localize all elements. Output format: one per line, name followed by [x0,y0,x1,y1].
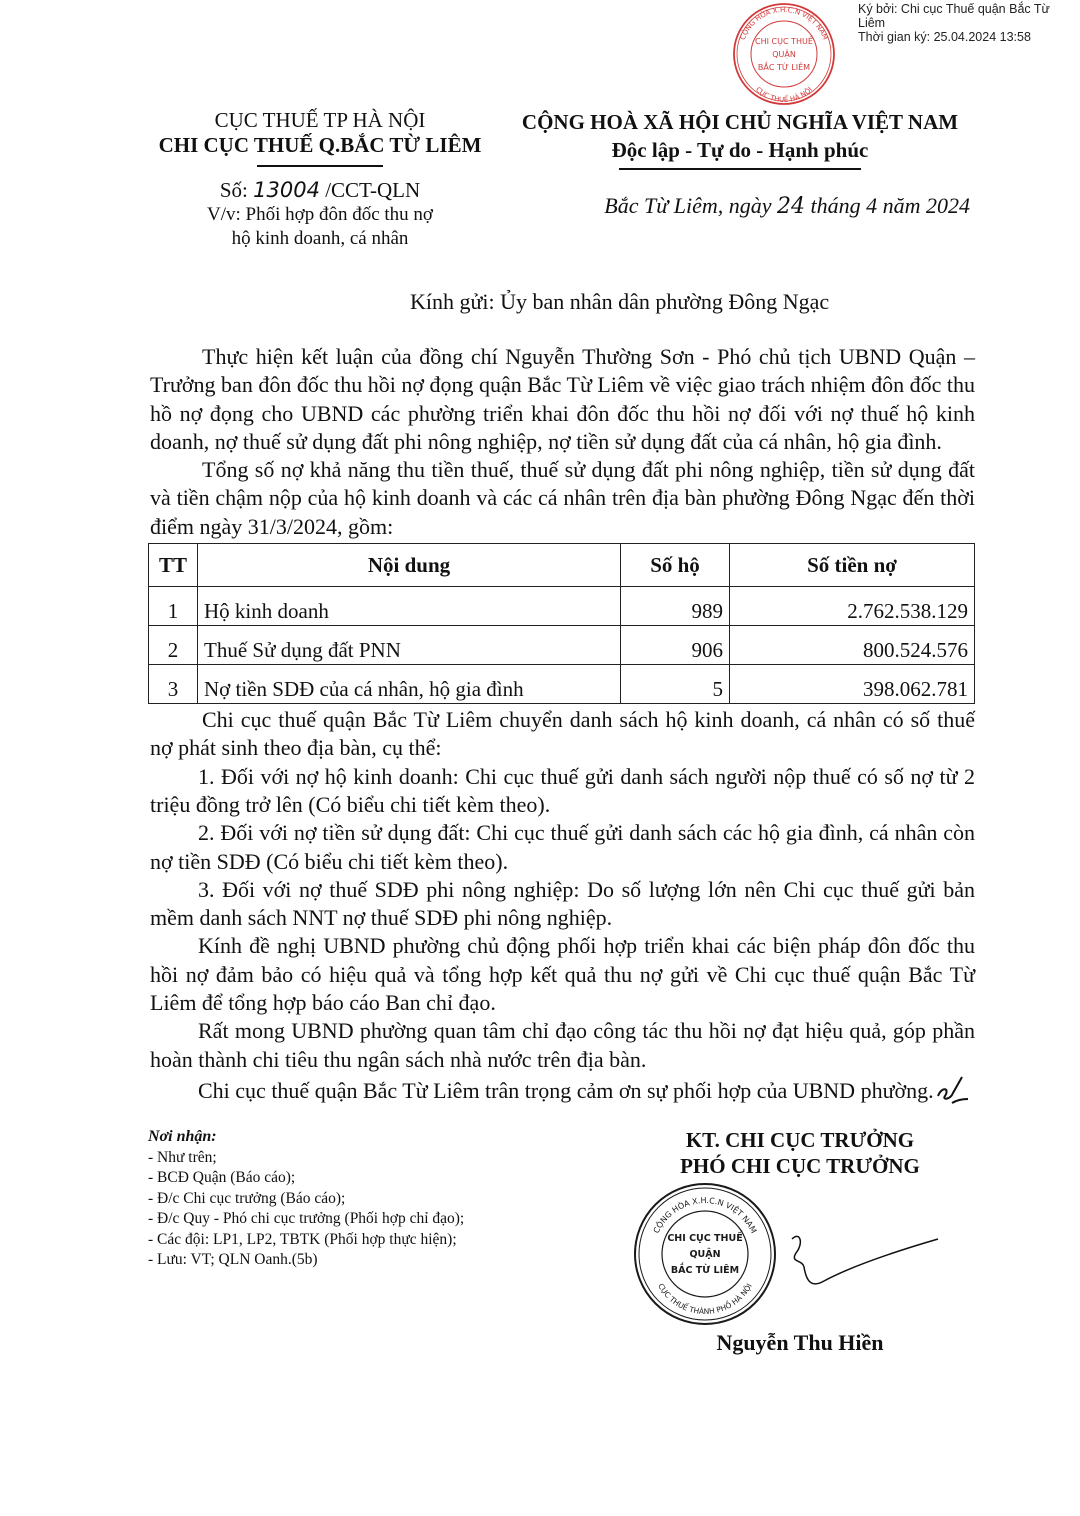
stamp-top-lower-text: CỤC THUẾ HÀ NỘI [754,85,814,105]
signer-name: Nguyễn Thu Hiền [716,1330,884,1356]
issuing-agency-header [140,108,500,251]
agency-name: CỤC THUẾ TP HÀ NỘI [214,108,426,132]
recipient-item: - Đ/c Chi cục trưởng (Báo cáo); [148,1189,346,1207]
header-content: Nội dung [198,544,621,587]
header-amount: Số tiền nợ [730,544,975,587]
paragraph-2: Tổng số nợ khả năng thu tiền thuế, thuế sử dụng đất phi nông nghiệp, tiền sử dụng đất và tiền chậm nộp của hộ kinh doanh và các cá nhân trên địa bàn phường Đông Ngạc đến thời điểm ngày 31/3/2024, gồm: [150,457,975,539]
debt-summary-table [148,543,975,704]
paragraph-4: Kính đề nghị UBND phường chủ động phối hợp triển khai các biện pháp đôn đốc thu hồi nợ đảm bảo có hiệu quả và tổng hợp kết quả thu nợ gửi về Chi cục thuế quận Bắc Từ Liêm để tổng hợp báo cáo Ban chỉ đạo. [150,933,975,1016]
stamp-top-line2: QUẬN [772,50,796,59]
header-households: Số hộ [621,544,730,587]
row-tt: 1 [149,587,198,626]
list-item-3: 3. Đối với nợ thuế SDĐ phi nông nghiệp: Do số lượng lớn nên Chi cục thuế gửi bản mềm danh sách NNT nợ thuế SDĐ phi nông nghiệp. [150,876,975,931]
row-tt: 3 [149,665,198,704]
stamp-bottom-line3: BẮC TỪ LIÊM [670,1265,740,1277]
recipient-item: - Các đội: LP1, LP2, TBTK (Phối hợp thực hiện); [148,1230,457,1248]
stamp-bottom-outer-text: CỘNG HÒA X.H.C.N VIỆT NAM [651,1196,759,1236]
row-households: 989 [621,587,730,626]
national-header [500,108,980,170]
table-row [149,587,975,626]
stamp-top-line3: BẮC TỪ LIÊM [757,63,811,72]
nation-name: CỘNG HOÀ XÃ HỘI CHỦ NGHĨA VIỆT NAM [521,110,959,134]
row-households: 906 [621,626,730,665]
signed-by-label: Ký bởi: Chi cục Thuế quận Bắc Từ Liêm [858,2,1050,30]
motto-divider [619,168,861,170]
addressee: Kính gửi: Ủy ban nhân dân phường Đông Ngạc [410,289,830,314]
svg-text:CỘNG HÒA X.H.C.N VIỆT NAM [652,1196,758,1235]
national-motto: Độc lập - Tự do - Hạnh phúc [611,138,869,162]
stamp-bottom-line1: CHI CỤC THUẾ [667,1233,743,1245]
signer-title-1: KT. CHI CỤC TRƯỞNG [685,1128,915,1153]
seal-and-signature-area [630,1179,970,1329]
list-item-1: 1. Đối với nợ hộ kinh doanh: Chi cục thuế gửi danh sách người nộp thuế có số nợ từ 2 triệu đồng trở lên (Có biểu chi tiết kèm theo). [150,763,975,817]
row-amount: 2.762.538.129 [730,587,975,626]
handwritten-initials-icon [934,1074,974,1104]
stamp-bottom-lower-text: CỤC THUẾ THÀNH PHỐ HÀ NỘI [656,1282,754,1317]
svg-text:CỤC THUẾ HÀ NỘI [754,86,814,105]
document-number: Số: 13004 /CCT-QLN [219,177,421,202]
recipient-item: - BCĐ Quận (Báo cáo); [148,1169,296,1187]
row-amount: 398.062.781 [730,665,975,704]
svg-text:CỘNG HÒA X.H.C.N VIỆT NAM [739,6,830,41]
recipient-item: - Đ/c Quy - Phó chi cục trưởng (Phối hợp chỉ đạo); [148,1210,465,1228]
table-row [149,626,975,665]
row-content: Hộ kinh doanh [198,587,621,626]
stamp-top-line1: CHI CỤC THUẾ [755,37,813,46]
stamp-top-outer-text: CỘNG HÒA X.H.C.N VIỆT NAM [738,5,830,42]
paragraph-3: Chi cục thuế quận Bắc Từ Liêm chuyển danh sách hộ kinh doanh, cá nhân có số thuế nợ phát sinh theo địa bàn, cụ thể: [150,707,975,761]
row-tt: 2 [149,626,198,665]
date-location: Bắc Từ Liêm, ngày 24 tháng 4 năm 2024 [604,193,970,219]
row-households: 5 [621,665,730,704]
subject-line-2: hộ kinh doanh, cá nhân [231,227,409,249]
closing-area [150,1127,975,1377]
table-header-row [149,544,975,587]
header-divider [257,165,383,167]
recipient-archive: - Lưu: VT; QLN Oanh.(5b) [148,1251,318,1269]
row-content: Nợ tiền SDĐ của cá nhân, hộ gia đình [198,665,621,704]
paragraph-6: Chi cục thuế quận Bắc Từ Liêm trân trọng cảm ơn sự phối hợp của UBND phường. [150,1074,975,1105]
handwritten-doc-number: 13004 [253,177,320,202]
subject-line-1: V/v: Phối hợp đôn đốc thu nợ [207,203,433,225]
signed-time-label: Thời gian ký: 25.04.2024 13:58 [858,30,1031,44]
document-body [150,343,975,1377]
signer-title-2: PHÓ CHI CỤC TRƯỞNG [680,1154,920,1179]
recipients-list [148,1127,618,1271]
recipient-item: - Như trên; [148,1148,217,1166]
row-amount: 800.524.576 [730,626,975,665]
recipients-title: Nơi nhận: [148,1128,217,1146]
list-item-2: 2. Đối với nợ tiền sử dụng đất: Chi cục thuế gửi danh sách các hộ gia đình, cá nhân còn nợ tiền SDĐ (Có biểu chi tiết kèm theo). [150,820,975,874]
black-seal-stamp-icon [632,1181,778,1327]
paragraph-5: Rất mong UBND phường quan tâm chỉ đạo công tác thu hồi nợ đạt hiệu quả, góp phần hoàn thành chi tiêu thu ngân sách nhà nước trên địa bàn. [150,1018,975,1072]
red-seal-stamp-icon [714,2,854,106]
row-content: Thuế Sử dụng đất PNN [198,626,621,665]
sub-agency-name: CHI CỤC THUẾ Q.BẮC TỪ LIÊM [158,133,482,157]
handwritten-day: 24 [777,194,805,219]
digital-signature-info [858,2,1078,44]
table-row [149,665,975,704]
handwritten-signature-icon [790,1219,940,1309]
paragraph-1: Thực hiện kết luận của đồng chí Nguyễn Thường Sơn - Phó chủ tịch UBND Quận – Trưởng ban đôn đốc thu hồi nợ đọng quận Bắc Từ Liêm về việc giao trách nhiệm đôn đốc thu hồ nợ đọng cho UBND các phường triển khai đôn đốc thu hồi nợ đối với nợ thuế hộ kinh doanh, nợ thuế sử dụng đất phi nông nghiệp, nợ tiền sử dụng đất của cá nhân, hộ gia đình. [150,344,975,454]
signature-block [630,1127,970,1357]
header-tt: TT [149,544,198,587]
stamp-bottom-line2: QUẬN [689,1249,721,1261]
